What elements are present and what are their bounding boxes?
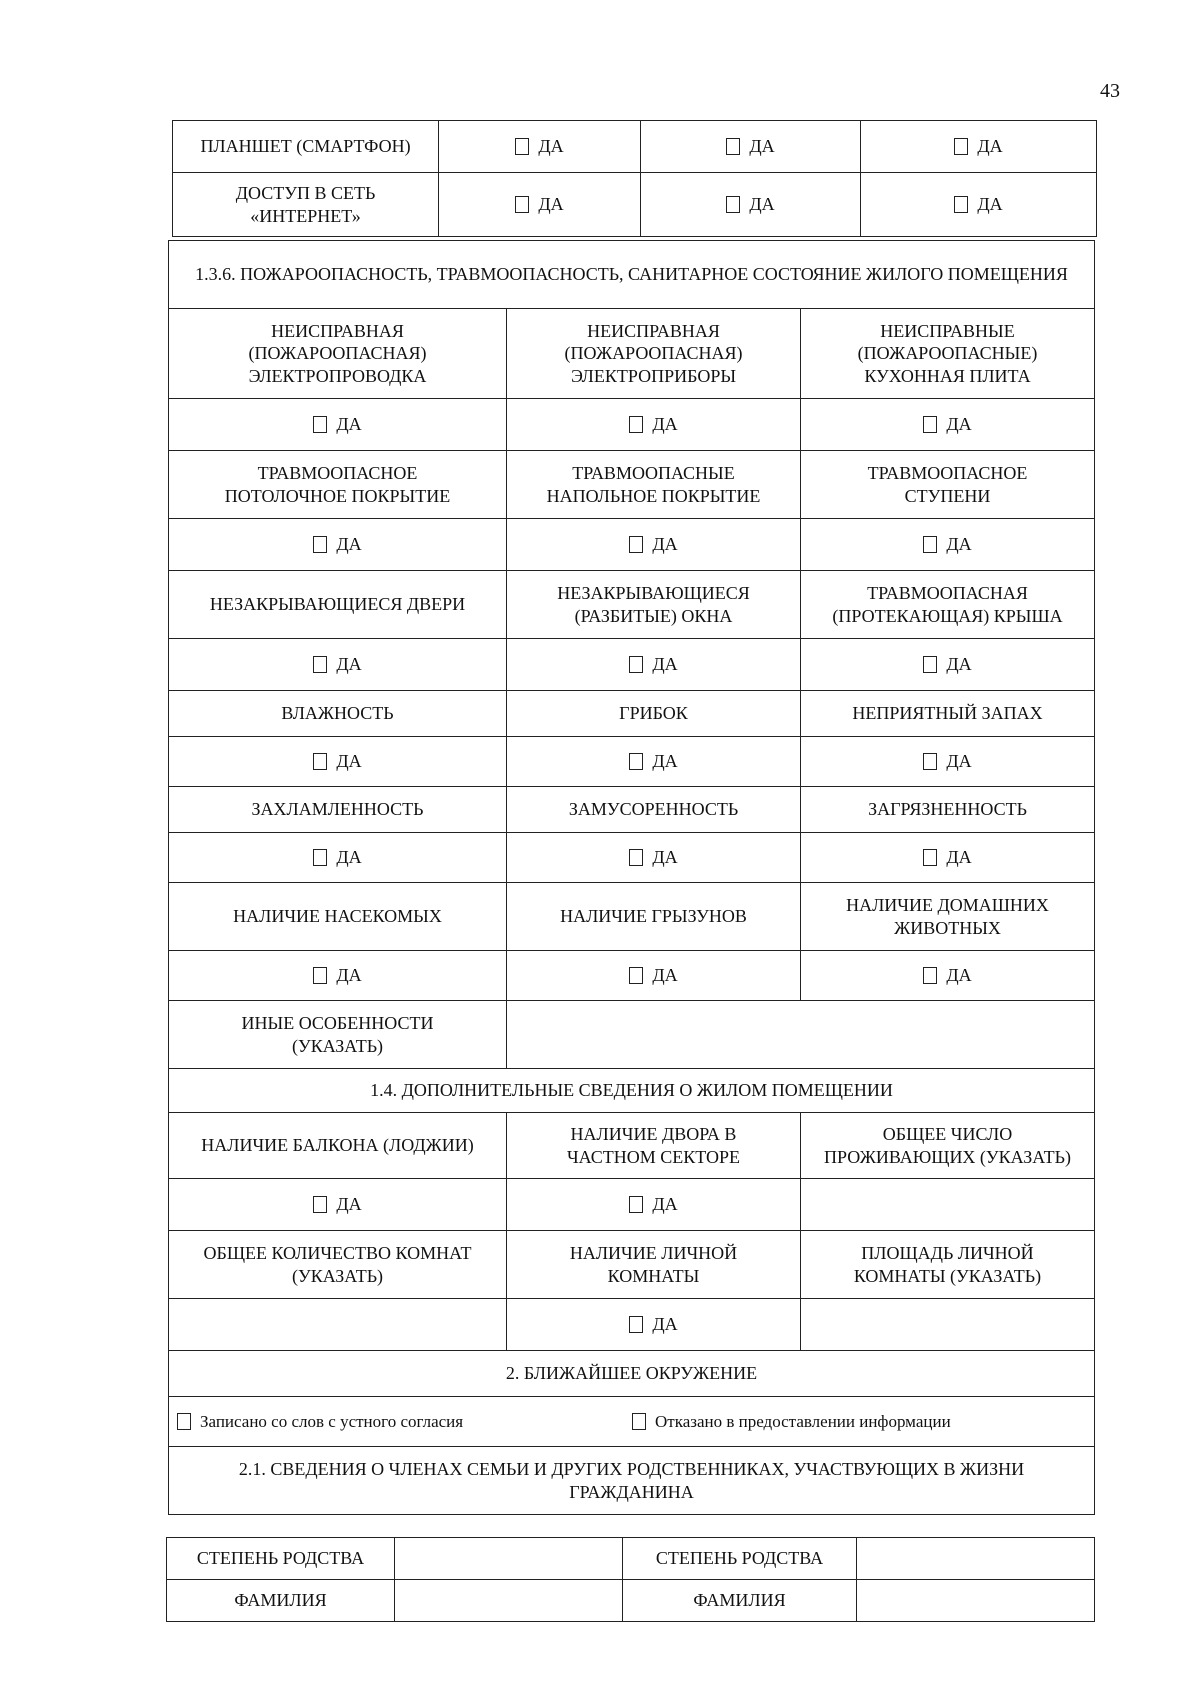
hazard-label: НЕИСПРАВНАЯ (ПОЖАРООПАСНАЯ) ЭЛЕКТРОПРИБОРЫ [507,309,801,399]
balcony-label: НАЛИЧИЕ БАЛКОНА (ЛОДЖИИ) [169,1113,507,1179]
hazard-option: ДА [801,951,1095,1001]
checkbox[interactable] [629,967,643,984]
kinship-label-1: СТЕПЕНЬ РОДСТВА [167,1538,395,1580]
housing-table [168,240,1095,1515]
yard-label: НАЛИЧИЕ ДВОРА В ЧАСТНОМ СЕКТОРЕ [507,1113,801,1179]
consent-recorded-option: Записано со слов с устного согласия [177,1411,463,1432]
hazard-option: ДА [801,833,1095,883]
hazard-label: НЕЗАКРЫВАЮЩИЕСЯ (РАЗБИТЫЕ) ОКНА [507,571,801,639]
hazard-option: ДА [507,519,801,571]
checkbox[interactable] [313,967,327,984]
hazard-label: ЗАГРЯЗНЕННОСТЬ [801,787,1095,833]
rooms-total-label: ОБЩЕЕ КОЛИЧЕСТВО КОМНАТ (УКАЗАТЬ) [169,1231,507,1299]
other-features-label: ИНЫЕ ОСОБЕННОСТИ (УКАЗАТЬ) [169,1001,507,1069]
surname-label-2: ФАМИЛИЯ [623,1580,857,1622]
hazard-label: ТРАВМООПАСНОЕ ПОТОЛОЧНОЕ ПОКРЫТИЕ [169,451,507,519]
hazard-label: ГРИБОК [507,691,801,737]
checkbox[interactable] [923,416,937,433]
hazard-option: ДА [169,399,507,451]
device-tablet-option-1: ДА [439,121,641,173]
device-tablet-option-3: ДА [861,121,1097,173]
checkbox[interactable] [954,196,968,213]
device-internet-option-1: ДА [439,173,641,237]
surname-label-1: ФАМИЛИЯ [167,1580,395,1622]
section-136-title: 1.3.6. ПОЖАРООПАСНОСТЬ, ТРАВМООПАСНОСТЬ, САНИТАРНОЕ СОСТОЯНИЕ ЖИЛОГО ПОМЕЩЕНИЯ [169,241,1095,309]
page-number: 43 [1100,80,1120,102]
device-internet-option-3: ДА [861,173,1097,237]
surname-input-2[interactable] [857,1580,1095,1622]
checkbox[interactable] [629,536,643,553]
checkbox[interactable] [629,416,643,433]
device-internet-option-2: ДА [641,173,861,237]
hazard-label: НЕИСПРАВНЫЕ (ПОЖАРООПАСНЫЕ) КУХОННАЯ ПЛИТА [801,309,1095,399]
device-label-internet: ДОСТУП В СЕТЬ «ИНТЕРНЕТ» [173,173,439,237]
checkbox[interactable] [632,1413,646,1430]
checkbox[interactable] [923,753,937,770]
hazard-option: ДА [169,951,507,1001]
checkbox[interactable] [923,849,937,866]
hazard-option: ДА [169,639,507,691]
personal-area-input[interactable] [801,1299,1095,1351]
checkbox[interactable] [923,967,937,984]
checkbox[interactable] [313,849,327,866]
kinship-input-1[interactable] [395,1538,623,1580]
kinship-input-2[interactable] [857,1538,1095,1580]
hazard-label: ЗАХЛАМЛЕННОСТЬ [169,787,507,833]
consent-row [169,1397,1095,1447]
checkbox[interactable] [177,1413,191,1430]
section-14-title: 1.4. ДОПОЛНИТЕЛЬНЫЕ СВЕДЕНИЯ О ЖИЛОМ ПОМЕЩЕНИИ [169,1069,1095,1113]
hazard-option: ДА [801,519,1095,571]
hazard-label: НАЛИЧИЕ НАСЕКОМЫХ [169,883,507,951]
device-row-tablet [173,121,1097,173]
surname-input-1[interactable] [395,1580,623,1622]
checkbox[interactable] [629,753,643,770]
personal-room-option: ДА [507,1299,801,1351]
relatives-table [166,1537,1095,1622]
checkbox[interactable] [515,196,529,213]
hazard-option: ДА [169,737,507,787]
checkbox[interactable] [629,849,643,866]
hazard-label: ТРАВМООПАСНАЯ (ПРОТЕКАЮЩАЯ) КРЫША [801,571,1095,639]
hazard-label: ВЛАЖНОСТЬ [169,691,507,737]
checkbox[interactable] [313,536,327,553]
residents-label: ОБЩЕЕ ЧИСЛО ПРОЖИВАЮЩИХ (УКАЗАТЬ) [801,1113,1095,1179]
hazard-label: НЕЗАКРЫВАЮЩИЕСЯ ДВЕРИ [169,571,507,639]
hazard-option: ДА [801,639,1095,691]
yard-option: ДА [507,1179,801,1231]
hazard-option: ДА [801,737,1095,787]
hazard-option: ДА [169,519,507,571]
hazard-option: ДА [801,399,1095,451]
hazard-label: НАЛИЧИЕ ДОМАШНИХ ЖИВОТНЫХ [801,883,1095,951]
checkbox[interactable] [726,138,740,155]
hazard-label: НЕИСПРАВНАЯ (ПОЖАРООПАСНАЯ) ЭЛЕКТРОПРОВОДКА [169,309,507,399]
checkbox[interactable] [313,1196,327,1213]
hazard-option: ДА [507,833,801,883]
hazard-option: ДА [507,399,801,451]
hazard-label: ТРАВМООПАСНОЕ СТУПЕНИ [801,451,1095,519]
checkbox[interactable] [313,656,327,673]
checkbox[interactable] [923,656,937,673]
hazard-label: НЕПРИЯТНЫЙ ЗАПАХ [801,691,1095,737]
devices-table [172,120,1097,237]
checkbox[interactable] [313,416,327,433]
device-row-internet [173,173,1097,237]
checkbox[interactable] [726,196,740,213]
hazard-option: ДА [169,833,507,883]
checkbox[interactable] [313,753,327,770]
kinship-label-2: СТЕПЕНЬ РОДСТВА [623,1538,857,1580]
rooms-total-input[interactable] [169,1299,507,1351]
residents-input[interactable] [801,1179,1095,1231]
consent-refused-option: Отказано в предоставлении информации [632,1411,951,1432]
hazard-label: НАЛИЧИЕ ГРЫЗУНОВ [507,883,801,951]
checkbox[interactable] [629,1196,643,1213]
other-features-input[interactable] [507,1001,1095,1069]
hazard-label: ТРАВМООПАСНЫЕ НАПОЛЬНОЕ ПОКРЫТИЕ [507,451,801,519]
checkbox[interactable] [923,536,937,553]
checkbox[interactable] [954,138,968,155]
checkbox[interactable] [515,138,529,155]
section-2-title: 2. БЛИЖАЙШЕЕ ОКРУЖЕНИЕ [169,1351,1095,1397]
personal-room-label: НАЛИЧИЕ ЛИЧНОЙ КОМНАТЫ [507,1231,801,1299]
hazard-label: ЗАМУСОРЕННОСТЬ [507,787,801,833]
hazard-option: ДА [507,639,801,691]
balcony-option: ДА [169,1179,507,1231]
personal-area-label: ПЛОЩАДЬ ЛИЧНОЙ КОМНАТЫ (УКАЗАТЬ) [801,1231,1095,1299]
checkbox[interactable] [629,656,643,673]
hazard-option: ДА [507,737,801,787]
device-label-tablet: ПЛАНШЕТ (СМАРТФОН) [173,121,439,173]
hazard-option: ДА [507,951,801,1001]
section-21-title: 2.1. СВЕДЕНИЯ О ЧЛЕНАХ СЕМЬИ И ДРУГИХ РОДСТВЕННИКАХ, УЧАСТВУЮЩИХ В ЖИЗНИ ГРАЖДАНИНА [169,1447,1095,1515]
device-tablet-option-2: ДА [641,121,861,173]
checkbox[interactable] [629,1316,643,1333]
